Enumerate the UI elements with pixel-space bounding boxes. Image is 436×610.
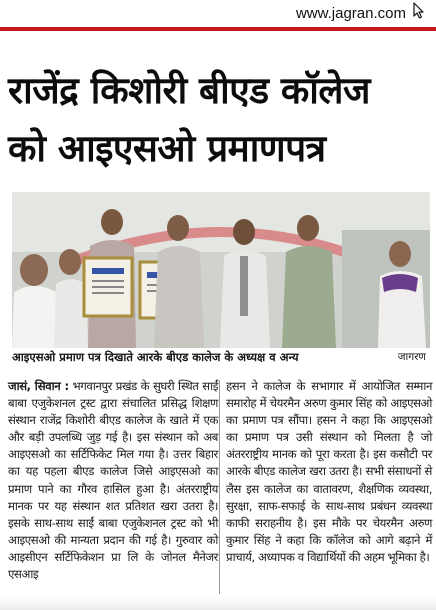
headline bbox=[8, 62, 432, 178]
dateline: जासं, सिवान : bbox=[8, 379, 69, 393]
page-bottom-shadow bbox=[0, 596, 436, 610]
news-photo bbox=[12, 192, 430, 348]
column-2-text: हसन ने कालेज के सभागार में आयोजित सम्मान समारोह में चेयरमैन अरुण कुमार सिंह को आइएसओ का प्रमाण पत्र सौंपा। हसन ने कहा कि आइएसओ का प्रमाण पत्र उसी संस्थान को मिलता है जो अंतरराष्ट्रीय मानक को पूरा करता है। इस कसौटी पर आरके बीएड कालेज खरा उतरा है। सभी संसाधनों से लैस इस कालेज का वातावरण, शैक्षणिक व्यवस्था, सुरक्षा, साफ-सफाई के साथ-साथ प्रबंधन व्यवस्था काफी सराहनीय है। इस मौके पर चेयरमैन अरुण कुमार सिंह ने कहा कि कॉलेज को आगे बढ़ाने में प्राचार्य, अध्यापक व विद्यार्थियों की अहम भूमिका है। bbox=[226, 379, 432, 564]
header-rule bbox=[0, 27, 436, 31]
news-photo-illustration bbox=[12, 192, 430, 348]
article-column-2 bbox=[226, 378, 432, 566]
mouse-pointer-icon bbox=[410, 2, 428, 20]
photo-caption-text: आइएसओ प्रमाण पत्र दिखाते आरके बीएड कालेज के अध्यक्ष व अन्य bbox=[12, 350, 299, 364]
article-column-1 bbox=[8, 378, 218, 583]
column-1-text: भगवानपुर प्रखंड के सुघरी स्थित साईं बाबा एजुकेशनल ट्रस्ट द्वारा संचालित प्रसिद्ध शिक्षण संस्थान राजेंद्र किशोरी बीएड कालेज के खाते में एक और बड़ी उपलब्धि जुड़ गई है। इस संस्थान को अब आइएसओ का सर्टिफिकेट मिल गया है। उत्तर बिहार का यह पहला बीएड कालेज जिसे आइएसओ का प्रमाण पाने का गौरव हासिल हुआ है। अंतरराष्ट्रीय मानक पर यह संस्थान शत प्रतिशत खरा उतरा है। इसके साथ-साथ साईं बाबा एजुकेशनल ट्रस्ट को भी आइएसओ की मान्यता प्रदान की गई है। गुरुवार को आइसीएन सर्टिफिकेशन प्रा लि के जोनल मैनेजर एसआइ bbox=[8, 379, 218, 582]
masthead bbox=[0, 0, 436, 30]
headline-line-1: राजेंद्र किशोरी बीएड कॉलेज bbox=[8, 69, 370, 112]
headline-line-2: को आइएसओ प्रमाणपत्र bbox=[8, 127, 326, 170]
column-divider bbox=[219, 380, 220, 594]
site-url[interactable]: www.jagran.com bbox=[295, 5, 406, 22]
photo-caption bbox=[12, 349, 430, 365]
photo-credit: जागरण bbox=[397, 351, 426, 363]
